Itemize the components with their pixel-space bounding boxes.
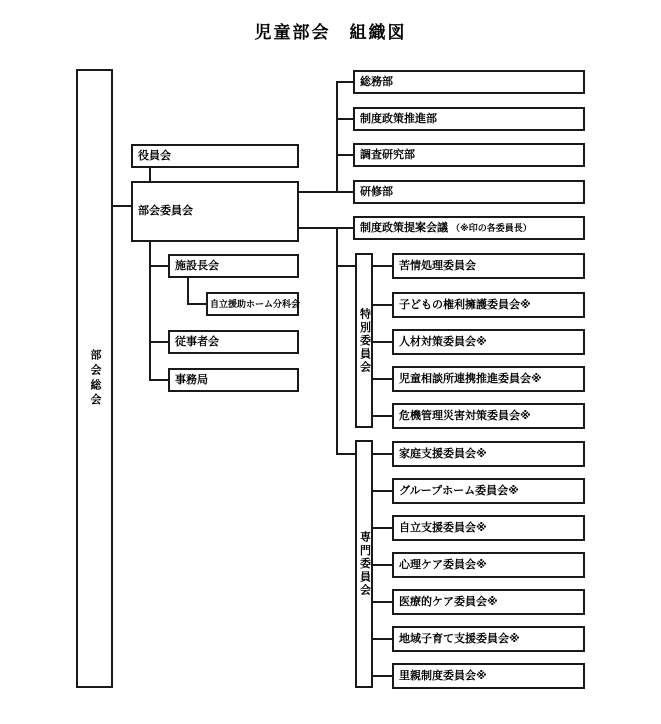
connector-to-expert-group: [338, 453, 355, 455]
connector-facility-heads-down: [187, 278, 189, 305]
box-special-committee-2: [392, 329, 585, 355]
committee-label: 自立支援委員会※: [399, 521, 487, 534]
connector-to-subcommittee: [189, 303, 206, 305]
box-secretariat: [168, 368, 299, 392]
connector-to-somu: [338, 81, 353, 83]
connector-to-workers: [151, 341, 168, 343]
committee-label: 家庭支援委員会※: [399, 447, 487, 460]
connector-to-facility-heads: [151, 265, 168, 267]
committee-label: 人材対策委員会※: [399, 335, 487, 348]
box-special-committee-1: [392, 292, 585, 318]
connector-expert-6: [373, 675, 392, 677]
connector-to-seido-suishin: [338, 118, 353, 120]
box-proposal-council: [353, 216, 585, 240]
box-department-chosa-kenkyu: [353, 143, 585, 167]
box-expert-committee-2: [392, 515, 585, 541]
department-label: 調査研究部: [360, 148, 415, 161]
connector-assembly-to-committee: [113, 205, 131, 207]
box-officers: [131, 144, 299, 168]
special-committees-label: 特別委員会: [358, 307, 371, 374]
connector-expert-0: [373, 453, 392, 455]
connector-departments-trunk: [336, 81, 338, 193]
committee-label: グループホーム委員会※: [399, 484, 519, 497]
officers-label: 役員会: [138, 149, 171, 162]
box-special-committee-0: [392, 253, 585, 279]
box-workers: [168, 330, 299, 354]
secretariat-label: 事務局: [175, 373, 208, 386]
department-label: 制度政策推進部: [360, 112, 437, 125]
connector-committee-down-trunk: [149, 242, 151, 381]
connector-special-1: [373, 304, 392, 306]
proposal-council-label: 制度政策提案会議: [360, 221, 448, 234]
connector-special-4: [373, 415, 392, 417]
box-special-committees-group: [355, 253, 373, 428]
box-special-committee-3: [392, 366, 585, 392]
box-department-kenshu: [353, 180, 585, 204]
connector-special-0: [373, 265, 392, 267]
box-expert-committee-1: [392, 478, 585, 504]
connector-to-secretariat: [151, 379, 168, 381]
department-label: 研修部: [360, 185, 393, 198]
connector-expert-3: [373, 564, 392, 566]
connector-expert-2: [373, 527, 392, 529]
connector-special-3: [373, 378, 392, 380]
facility-heads-label: 施設長会: [175, 259, 219, 272]
box-jiritsu-home-subcommittee: [206, 292, 299, 316]
box-expert-committee-6: [392, 663, 585, 689]
committee-label: 苦情処理委員会: [399, 259, 476, 272]
box-expert-committee-5: [392, 626, 585, 652]
connector-officers-to-committee: [149, 168, 151, 181]
box-general-assembly: [76, 69, 113, 688]
box-department-somu: [353, 70, 585, 94]
division-committee-label: 部会委員会: [138, 205, 193, 217]
box-expert-committee-4: [392, 589, 585, 615]
box-facility-heads: [168, 254, 299, 278]
box-expert-committees-group: [355, 440, 373, 688]
box-expert-committee-0: [392, 441, 585, 467]
connector-committees-trunk: [336, 227, 338, 455]
connector-special-2: [373, 341, 392, 343]
box-expert-committee-3: [392, 552, 585, 578]
connector-to-chosa-kenkyu: [338, 154, 353, 156]
expert-committees-label: 専門委員会: [358, 531, 371, 597]
committee-label: 心理ケア委員会※: [399, 558, 487, 571]
connector-expert-4: [373, 601, 392, 603]
page-title: 児童部会 組織図: [254, 23, 407, 42]
box-department-seido-suishin: [353, 107, 585, 131]
committee-label: 子どもの権利擁護委員会※: [399, 298, 531, 311]
committee-label: 里親制度委員会※: [399, 669, 487, 682]
committee-label: 児童相談所連携推進委員会※: [399, 372, 542, 385]
box-division-committee: [131, 181, 299, 242]
committee-label: 医療的ケア委員会※: [399, 595, 498, 608]
workers-label: 従事者会: [175, 335, 219, 348]
committee-label: 危機管理災害対策委員会※: [399, 409, 531, 422]
jiritsu-home-subcommittee-label: 自立援助ホーム分科会: [210, 298, 301, 309]
connector-to-special-group: [338, 265, 355, 267]
connector-committee-to-kenshu: [299, 191, 353, 193]
committee-label: 地域子育て支援委員会※: [399, 632, 520, 645]
proposal-council-note: （※印の各委員長）: [451, 222, 532, 233]
connector-expert-1: [373, 490, 392, 492]
connector-expert-5: [373, 638, 392, 640]
department-label: 総務部: [360, 75, 393, 88]
box-special-committee-4: [392, 403, 585, 429]
general-assembly-label: 部会総会: [89, 348, 101, 409]
connector-committee-to-proposal: [299, 227, 353, 229]
